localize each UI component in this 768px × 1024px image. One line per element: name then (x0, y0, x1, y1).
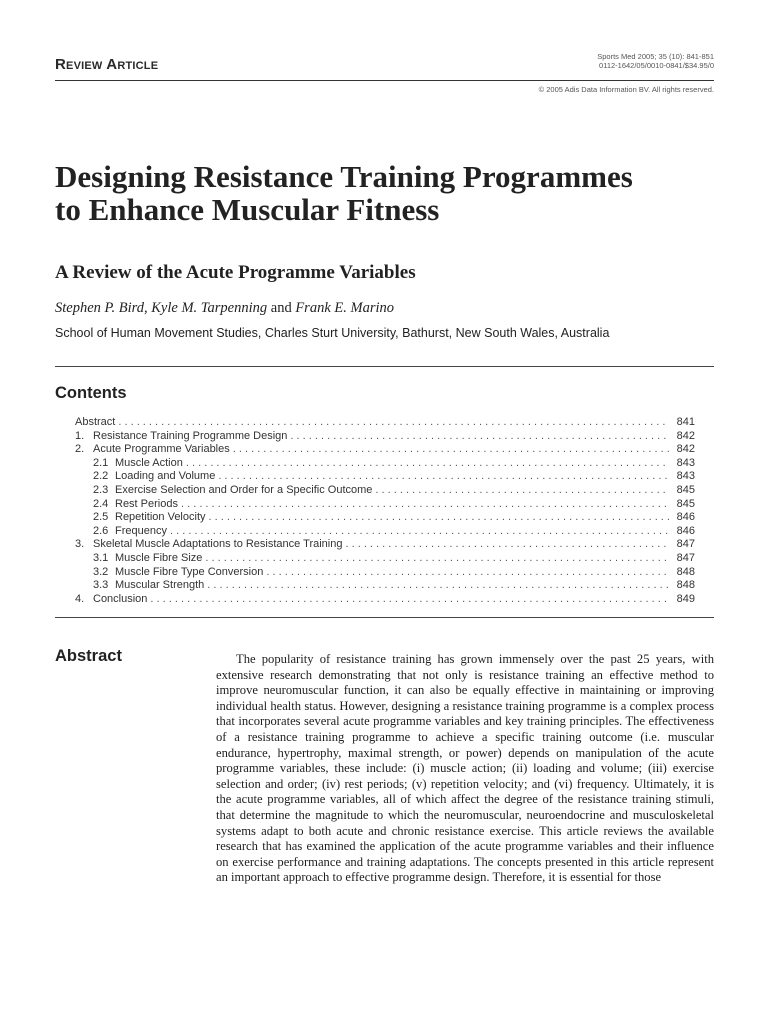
toc-entry[interactable] (75, 470, 695, 484)
toc-entry-number: 3.2 (93, 565, 109, 578)
toc-entry-page: 842 (676, 429, 695, 442)
toc-leader-dots (186, 457, 669, 471)
toc-entry-title: Muscle Fibre Size (115, 551, 203, 564)
article-title: Designing Resistance Training Programmes to Enhance Muscular Fitness (55, 159, 633, 227)
toc-entry-title: Resistance Training Programme Design (93, 429, 288, 442)
toc-entry[interactable] (75, 552, 695, 566)
toc-entry-number: 2.2 (93, 470, 109, 483)
toc-entry-title: Rest Periods (115, 497, 178, 510)
toc-entry-title: Repetition Velocity (115, 511, 206, 524)
abstract-heading: Abstract (55, 647, 122, 665)
title-divider (55, 366, 714, 367)
author-list: Stephen P. Bird, Kyle M. Tarpenning and Frank E. Marino (55, 300, 394, 316)
toc-entry[interactable] (75, 498, 695, 512)
toc-entry-number: 4. (75, 592, 85, 605)
toc-leader-dots (345, 538, 669, 552)
toc-leader-dots (290, 430, 669, 444)
toc-entry[interactable] (75, 579, 695, 593)
toc-entry-title: Abstract (75, 416, 116, 428)
toc-entry-number: 3. (75, 538, 85, 551)
page-header (0, 0, 768, 110)
toc-entry[interactable] (75, 416, 695, 430)
toc-entry-page: 846 (676, 511, 695, 524)
author-affiliation: School of Human Movement Studies, Charles Sturt University, Bathurst, New South Wales, Australia (55, 326, 610, 340)
toc-entry-page: 841 (676, 416, 695, 428)
toc-entry-title: Acute Programme Variables (93, 443, 230, 456)
issn-line: 0112-1642/05/0010-0841/$34.95/0 (599, 61, 714, 70)
toc-entry-number: 3.1 (93, 551, 109, 564)
author-name: Kyle M. Tarpenning (151, 300, 268, 316)
toc-leader-dots (181, 498, 669, 512)
toc-leader-dots (150, 593, 669, 607)
header-divider (55, 80, 714, 81)
toc-entry-title: Muscular Strength (115, 579, 205, 592)
toc-entry[interactable] (75, 593, 695, 607)
toc-entry[interactable] (75, 430, 695, 444)
toc-entry[interactable] (75, 484, 695, 498)
author-conjunction: and (270, 300, 292, 316)
toc-entry-page: 847 (676, 551, 695, 564)
publication-info (597, 52, 714, 70)
toc-entry-page: 848 (676, 565, 695, 578)
toc-entry-title: Skeletal Muscle Adaptations to Resistance Training (93, 538, 343, 551)
toc-entry-title: Muscle Fibre Type Conversion (115, 565, 264, 578)
toc-leader-dots (118, 416, 669, 430)
toc-entry[interactable] (75, 511, 695, 525)
article-subtitle: A Review of the Acute Programme Variables (55, 262, 416, 283)
toc-leader-dots (218, 470, 669, 484)
journal-citation: Sports Med 2005; 35 (10): 841-851 (597, 52, 714, 61)
toc-entry-number: 1. (75, 429, 85, 442)
toc-entry-number: 2.6 (93, 524, 109, 537)
toc-entry-title: Frequency (115, 524, 167, 537)
copyright-notice: © 2005 Adis Data Information BV. All rights reserved. (538, 85, 714, 94)
toc-entry-number: 2.4 (93, 497, 109, 510)
toc-entry-title: Loading and Volume (115, 470, 216, 483)
toc-leader-dots (233, 443, 669, 457)
toc-entry-page: 846 (676, 524, 695, 537)
toc-leader-dots (207, 579, 669, 593)
toc-entry-title: Muscle Action (115, 456, 183, 469)
toc-entry[interactable] (75, 525, 695, 539)
toc-entry-page: 842 (676, 443, 695, 456)
author-name: Stephen P. Bird (55, 300, 145, 316)
toc-entry-page: 843 (676, 456, 695, 469)
toc-entry-page: 843 (676, 470, 695, 483)
toc-entry[interactable] (75, 457, 695, 471)
toc-entry-title: Conclusion (93, 592, 148, 605)
toc-entry-number: 3.3 (93, 579, 109, 592)
toc-entry-page: 845 (676, 497, 695, 510)
toc-leader-dots (375, 484, 669, 498)
contents-heading: Contents (55, 384, 127, 402)
section-label: Review Article (55, 56, 159, 73)
toc-entry-title: Exercise Selection and Order for a Specific Outcome (115, 483, 373, 496)
toc-entry-number: 2.1 (93, 456, 109, 469)
toc-leader-dots (205, 552, 669, 566)
toc-entry-page: 845 (676, 483, 695, 496)
toc-entry-number: 2.3 (93, 483, 109, 496)
toc-leader-dots (266, 566, 669, 580)
toc-leader-dots (170, 525, 669, 539)
toc-entry[interactable] (75, 443, 695, 457)
toc-entry[interactable] (75, 566, 695, 580)
toc-entry-number: 2. (75, 443, 85, 456)
toc-entry-number: 2.5 (93, 511, 109, 524)
abstract-text: The popularity of resistance training has grown immensely over the past 25 years, with extensive research demonstrating that not only is resistance training an effective method to improve neuromuscular function, it can also be equally effective in maintaining or improving individual health status. However, designing a resistance training programme is a complex process that incorporates several acute programme variables and key training principles. The effectiveness of a resistance training programme to achieve a specific training outcome (i.e. muscular endurance, hypertrophy, maximal strength, or power) depends on manipulation of the acute programme variables, these include: (i) muscle action; (ii) loading and volume; (iii) exercise selection and order; (iv) rest periods; (v) repetition velocity; and (vi) frequency. Ultimately, it is the acute programme variables, all of which affect the degree of the resistance training stimuli, that determine the magnitude to which the neuromuscular, neuroendocrine and musculoskeletal systems adapt to both acute and chronic resistance exercise. This article reviews the available research that has examined the application of the acute programme variables and their influence on exercise performance and training adaptations. The concepts presented in this article represent an important approach to effective programme design. Therefore, it is essential for those (216, 652, 714, 885)
toc-leader-dots (209, 511, 670, 525)
contents-divider (55, 617, 714, 618)
author-name: Frank E. Marino (295, 300, 394, 316)
toc-entry-page: 849 (676, 592, 695, 605)
toc-entry-page: 848 (676, 579, 695, 592)
table-of-contents (75, 416, 695, 606)
toc-entry-page: 847 (676, 538, 695, 551)
toc-entry[interactable] (75, 538, 695, 552)
